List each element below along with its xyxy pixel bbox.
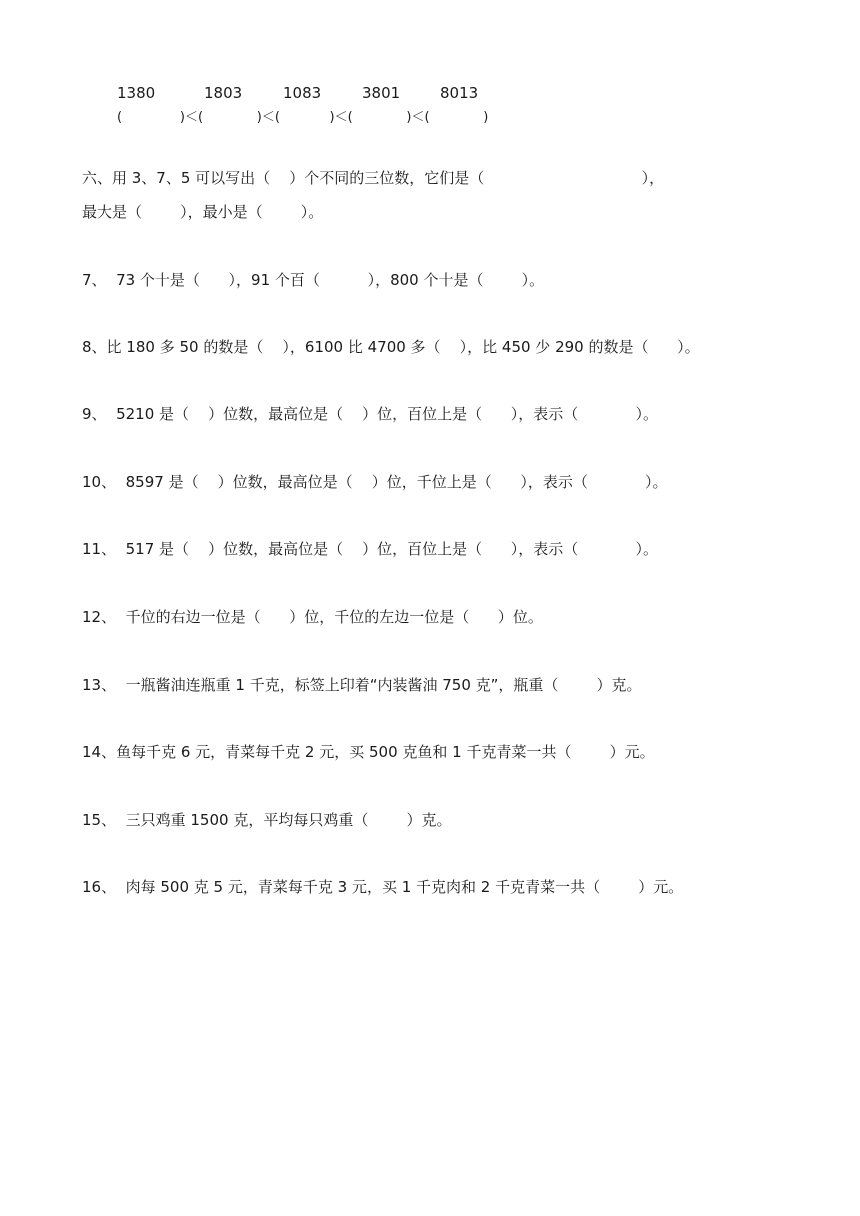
question-8: 8、比 180 多 50 的数是（ ），6100 比 4700 多（ ），比 450 少 290 的数是（ ）。 [82,338,700,356]
question-10: 10、 8597 是（ ）位数，最高位是（ ）位，千位上是（ ），表示（ ）。 [82,473,668,491]
question-11: 11、 517 是（ ）位数，最高位是（ ）位，百位上是（ ），表示（ ）。 [82,540,658,558]
number-item: 3801 [362,84,401,102]
number-item: 1803 [204,84,243,102]
question-14: 14、鱼每千克 6 元，青菜每千克 2 元，买 500 克鱼和 1 千克青菜一共（ ）元。 [82,743,655,761]
question-16: 16、 肉每 500 克 5 元，青菜每千克 3 元，买 1 千克肉和 2 千克青菜一共（ ）元。 [82,878,684,896]
question-9: 9、 5210 是（ ）位数，最高位是（ ）位，百位上是（ ），表示（ ）。 [82,405,658,423]
comparison-blanks: ( )＜( )＜( )＜( )＜( ) [117,110,489,125]
number-item: 1083 [283,84,322,102]
question-13: 13、 一瓶酱油连瓶重 1 千克，标签上印着“内装酱油 750 克”，瓶重（ ）克。 [82,676,642,694]
question-6-line-2: 最大是（ ），最小是（ ）。 [82,203,324,221]
question-6-line-1: 六、用 3、7、5 可以写出（ ）个不同的三位数，它们是（ ）， [82,169,665,187]
question-12: 12、 千位的右边一位是（ ）位，千位的左边一位是（ ）位。 [82,608,543,626]
question-15: 15、 三只鸡重 1500 克，平均每只鸡重（ ）克。 [82,811,452,829]
question-7: 7、 73 个十是（ ），91 个百（ ），800 个十是（ ）。 [82,271,545,289]
number-item: 1380 [117,84,156,102]
number-item: 8013 [440,84,479,102]
